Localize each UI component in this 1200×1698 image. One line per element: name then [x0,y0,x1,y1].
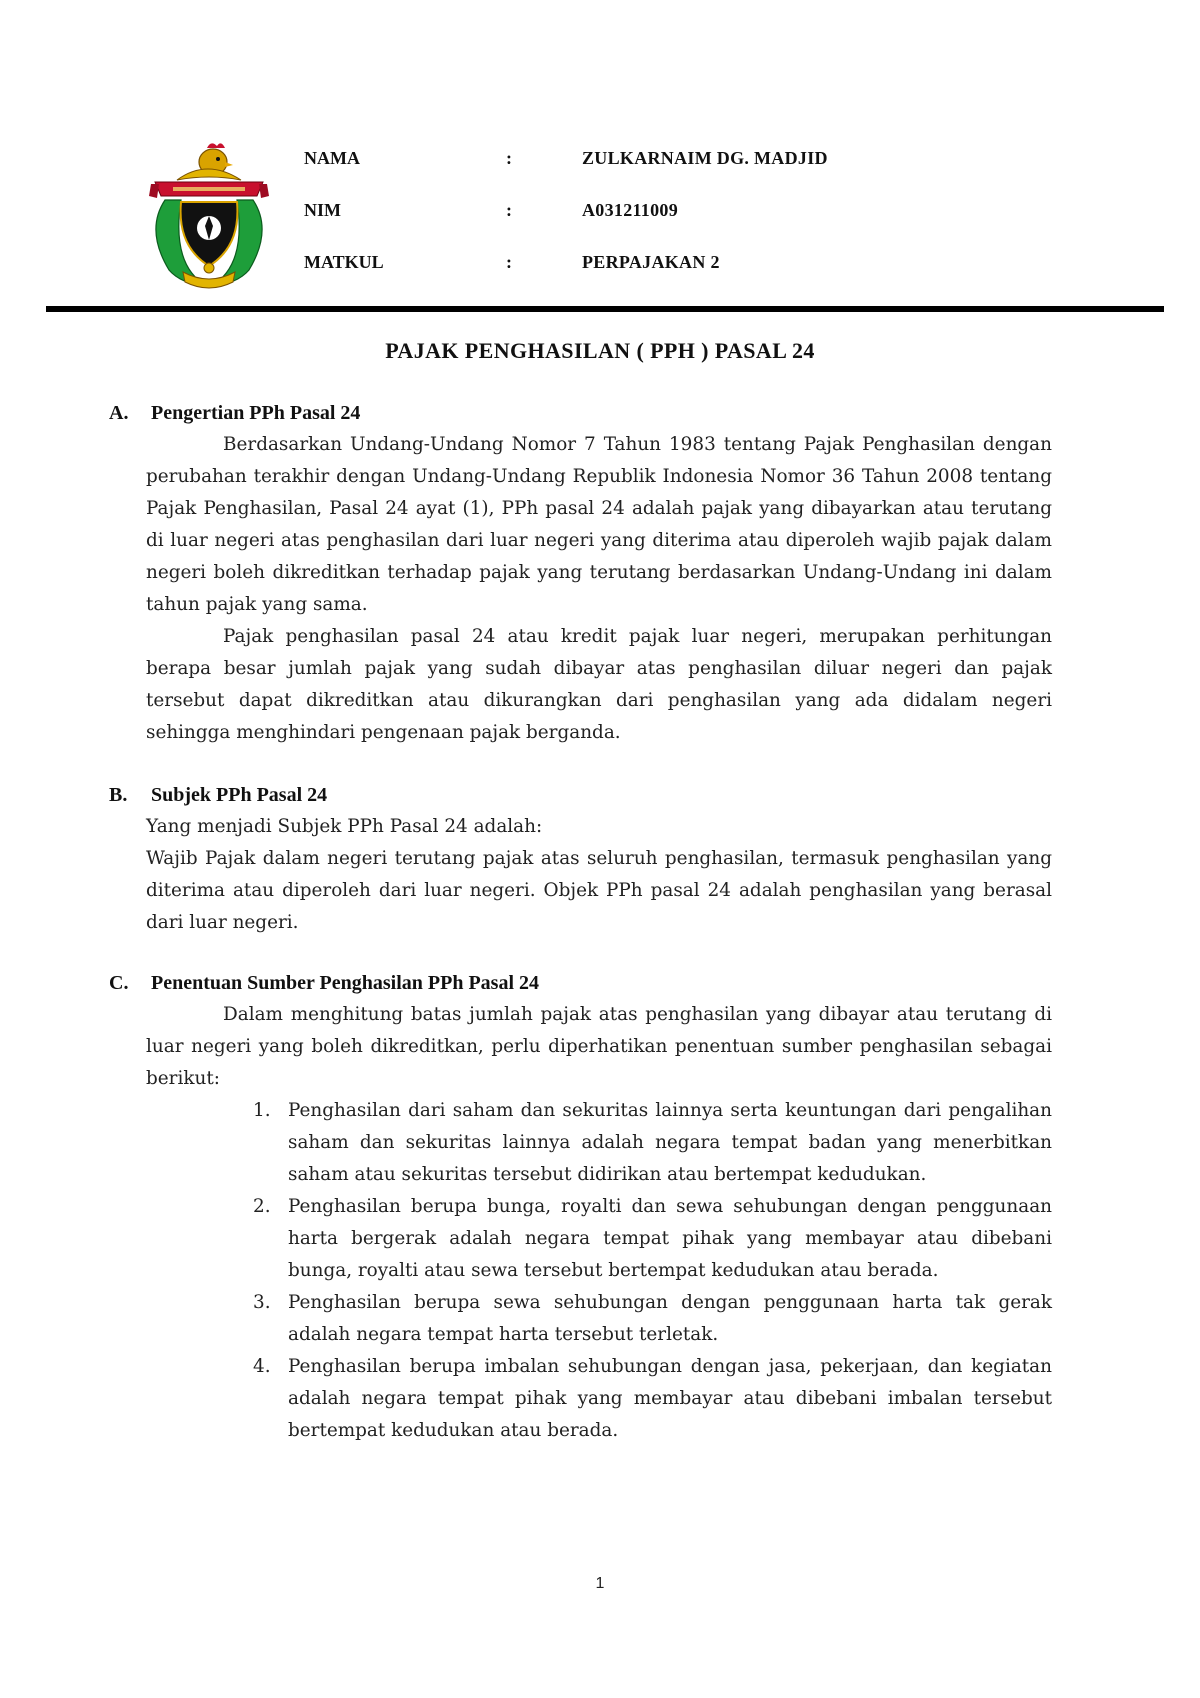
list-item-text: Penghasilan dari saham dan sekuritas lainnya serta keuntungan dari pengalihan saham dan sekuritas lainnya adalah negara tempat badan yang menerbitkan saham atau sekuritas tersebut didirikan atau bertempat kedudukan. [288,1100,1052,1185]
section-letter: B. [109,784,128,806]
section-letter: C. [109,972,129,994]
list-number: 2. [253,1196,271,1217]
section-letter: A. [109,402,129,424]
spacer [109,749,1052,779]
info-value: ZULKARNAIM DG. MADJID [582,148,828,168]
info-value: A031211009 [582,200,679,220]
university-emblem-logo [147,140,271,290]
section-a-paragraph-1: Berdasarkan Undang-Undang Nomor 7 Tahun 1983 tentang Pajak Penghasilan dengan perubahan terakhir dengan Undang-Undang Republik Indonesia Nomor 36 Tahun 2008 tentang Pajak Penghasilan, Pasal 24 ayat (1), PPh pasal 24 adalah pajak yang dibayarkan atau terutang di luar negeri atas penghasilan dari luar negeri yang diterima atau diperoleh wajib pajak dalam negeri boleh dikreditkan terhadap pajak yang terutang berdasarkan Undang-Undang ini dalam tahun pajak yang sama. [146,434,1052,615]
section-b-heading [109,779,1052,811]
info-value: PERPAJAKAN 2 [582,252,720,272]
list-number: 1. [253,1100,271,1121]
section-title: Subjek PPh Pasal 24 [151,784,328,806]
info-colon: : [506,148,512,168]
info-label: MATKUL [304,252,384,272]
section-c-paragraph-1: Dalam menghitung batas jumlah pajak atas penghasilan yang dibayar atau terutang di luar negeri yang boleh dikreditkan, perlu diperhatikan penentuan sumber penghasilan sebagai berikut: [146,1004,1052,1089]
header-divider [46,306,1164,312]
section-a-heading [109,397,1052,429]
list-item-text: Penghasilan berupa imbalan sehubungan dengan jasa, pekerjaan, dan kegiatan adalah negara tempat pihak yang membayar atau dibebani imbalan tersebut bertempat kedudukan atau berada. [288,1356,1052,1441]
list-item-text: Penghasilan berupa sewa sehubungan dengan penggunaan harta tak gerak adalah negara tempat harta tersebut terletak. [288,1292,1052,1345]
page-number: 1 [595,1575,605,1592]
info-label: NIM [304,200,341,220]
source-income-list [109,1095,1052,1447]
section-b-paragraph-1: Yang menjadi Subjek PPh Pasal 24 adalah: [146,816,543,837]
info-colon: : [506,252,512,272]
list-item [253,1287,1052,1351]
section-title: Pengertian PPh Pasal 24 [151,402,361,424]
list-item [253,1351,1052,1447]
document-body [109,397,1052,1447]
section-a-paragraph-2: Pajak penghasilan pasal 24 atau kredit pajak luar negeri, merupakan perhitungan berapa besar jumlah pajak yang sudah dibayar atas penghasilan diluar negeri dan pajak tersebut dapat dikreditkan atau dikurangkan dari penghasilan yang ada didalam negeri sehingga menghindari pengenaan pajak berganda. [146,626,1052,743]
info-colon: : [506,200,512,220]
section-b-paragraph-2: Wajib Pajak dalam negeri terutang pajak atas seluruh penghasilan, termasuk penghasilan yang diterima atau diperoleh dari luar negeri. Objek PPh pasal 24 adalah penghasilan yang berasal dari luar negeri. [146,848,1052,933]
section-title: Penentuan Sumber Penghasilan PPh Pasal 24 [151,972,540,994]
spacer [109,939,1052,967]
list-number: 4. [253,1356,271,1377]
list-number: 3. [253,1292,271,1313]
list-item-text: Penghasilan berupa bunga, royalti dan sewa sehubungan dengan penggunaan harta bergerak adalah negara tempat pihak yang membayar atau dibebani bunga, royalti atau sewa tersebut bertempat kedudukan atau berada. [288,1196,1052,1281]
list-item [253,1191,1052,1287]
section-c-heading [109,967,1052,999]
info-label: NAMA [304,148,360,168]
document-title: PAJAK PENGHASILAN ( PPH ) PASAL 24 [385,338,815,363]
list-item [253,1095,1052,1191]
